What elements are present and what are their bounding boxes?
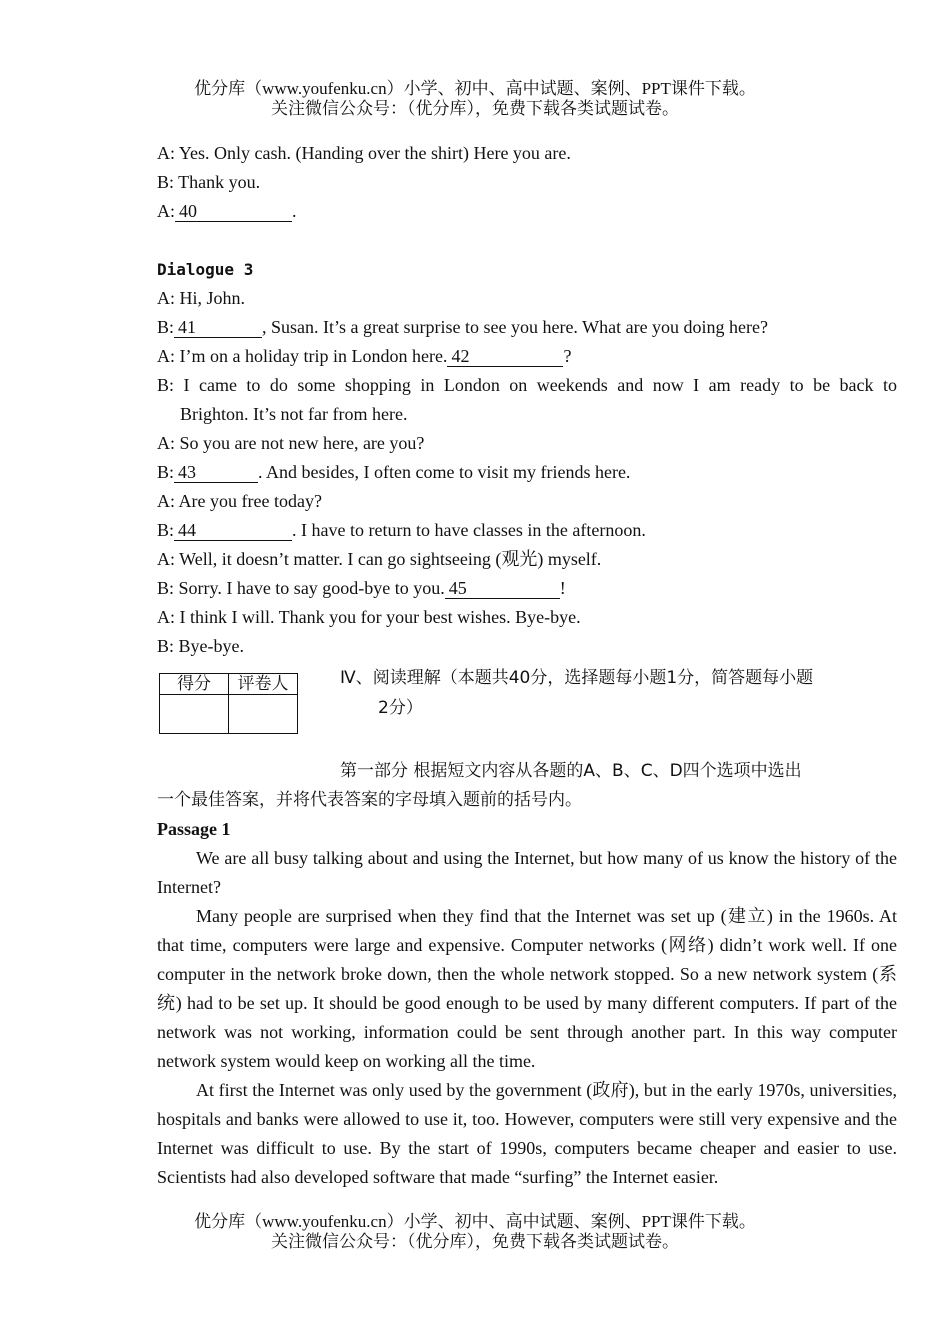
passage-paragraph: Many people are surprised when they find that the Internet was set up (建立) in the 1960s. At that time, computers were large and expensive. Computer networks (网络) didn’t work well. If one computer in the network broke down, then the whole network stopped. So a new network system (系统) had to be set up. It should be good enough to be used by many different computers. If part of the network was not working, information could be sent through another part. In this way computer network system would keep on working all the time. (157, 906, 897, 1071)
answer-blank-42: 42 (447, 346, 563, 367)
dialogue-line: A: Hi, John. (157, 288, 246, 308)
dialogue-line: A: I think I will. Thank you for your best wishes. Bye-bye. (157, 607, 581, 627)
section-header (157, 661, 897, 757)
footer-line-1: 优分库（www.youfenku.cn）小学、初中、高中试题、案例、PPT课件下载。 (194, 1212, 756, 1231)
passage-paragraph: At first the Internet was only used by the government (政府), but in the early 1970s, universities, hospitals and banks were allowed to use it, too. However, computers were still very expensive and the Internet was difficult to use. By the start of 1990s, computers became cheaper and easier to use. Scientists had also developed software that made “surfing” the Internet easier. (157, 1080, 897, 1187)
dialogue-line: A: 40 . (157, 201, 297, 221)
dialogue-line: A: Well, it doesn’t matter. I can go sightseeing (观光) myself. (157, 549, 602, 569)
dialogue-line: B: I came to do some shopping in London on weekends and now I am ready to be back to (157, 375, 897, 395)
passage-paragraph: We are all busy talking about and using the Internet, but how many of us know the history of the Internet? (157, 848, 897, 897)
document-body (157, 139, 897, 1192)
part-instruction: 第一部分 根据短文内容从各题的A、B、C、D四个选项中选出 (340, 761, 802, 781)
header-line-2: 关注微信公众号：（优分库），免费下载各类试题试卷。 (271, 99, 679, 118)
dialogue-line: A: I’m on a holiday trip in London here. 42 ? (157, 346, 572, 366)
dialogue-line: A: Are you free today? (157, 491, 322, 511)
part-instruction-continued: 一个最佳答案，并将代表答案的字母填入题前的括号内。 (157, 790, 582, 810)
passage-title: Passage 1 (157, 819, 231, 839)
dialogue-line: B: 43 . And besides, I often come to visit my friends here. (157, 462, 631, 482)
page-header (0, 79, 950, 119)
footer-line-2: 关注微信公众号：（优分库），免费下载各类试题试卷。 (271, 1232, 679, 1251)
dialogue-line: B: 41 , Susan. It’s a great surprise to see you here. What are you doing here? (157, 317, 769, 337)
dialogue-line: B: Thank you. (157, 172, 261, 192)
answer-blank-41: 41 (174, 317, 262, 338)
dialogue-line: B: 44 . I have to return to have classes in the afternoon. (157, 520, 646, 540)
dialogue-line: A: So you are not new here, are you? (157, 433, 425, 453)
score-cell (160, 695, 229, 734)
dialogue-title: Dialogue 3 (157, 260, 254, 279)
dialogue-line: B: Sorry. I have to say good-bye to you. 45 ! (157, 578, 566, 598)
answer-blank-45: 45 (445, 578, 560, 599)
dialogue-line: B: Bye-bye. (157, 636, 244, 656)
score-table (159, 673, 298, 734)
score-label: 得分 (160, 674, 229, 695)
dialogue-line-continued: Brighton. It’s not far from here. (180, 404, 408, 424)
grader-label: 评卷人 (229, 674, 298, 695)
dialogue-line: A: Yes. Only cash. (Handing over the shirt) Here you are. (157, 143, 571, 163)
answer-blank-44: 44 (174, 520, 292, 541)
answer-blank-43: 43 (174, 462, 258, 483)
section-title: Ⅳ、阅读理解（本题共40分，选择题每小题1分，简答题每小题 2分） (340, 668, 814, 718)
header-line-1: 优分库（www.youfenku.cn）小学、初中、高中试题、案例、PPT课件下载。 (194, 79, 756, 98)
answer-blank-40: 40 (175, 201, 292, 222)
page-footer (0, 1212, 950, 1252)
grader-cell (229, 695, 298, 734)
